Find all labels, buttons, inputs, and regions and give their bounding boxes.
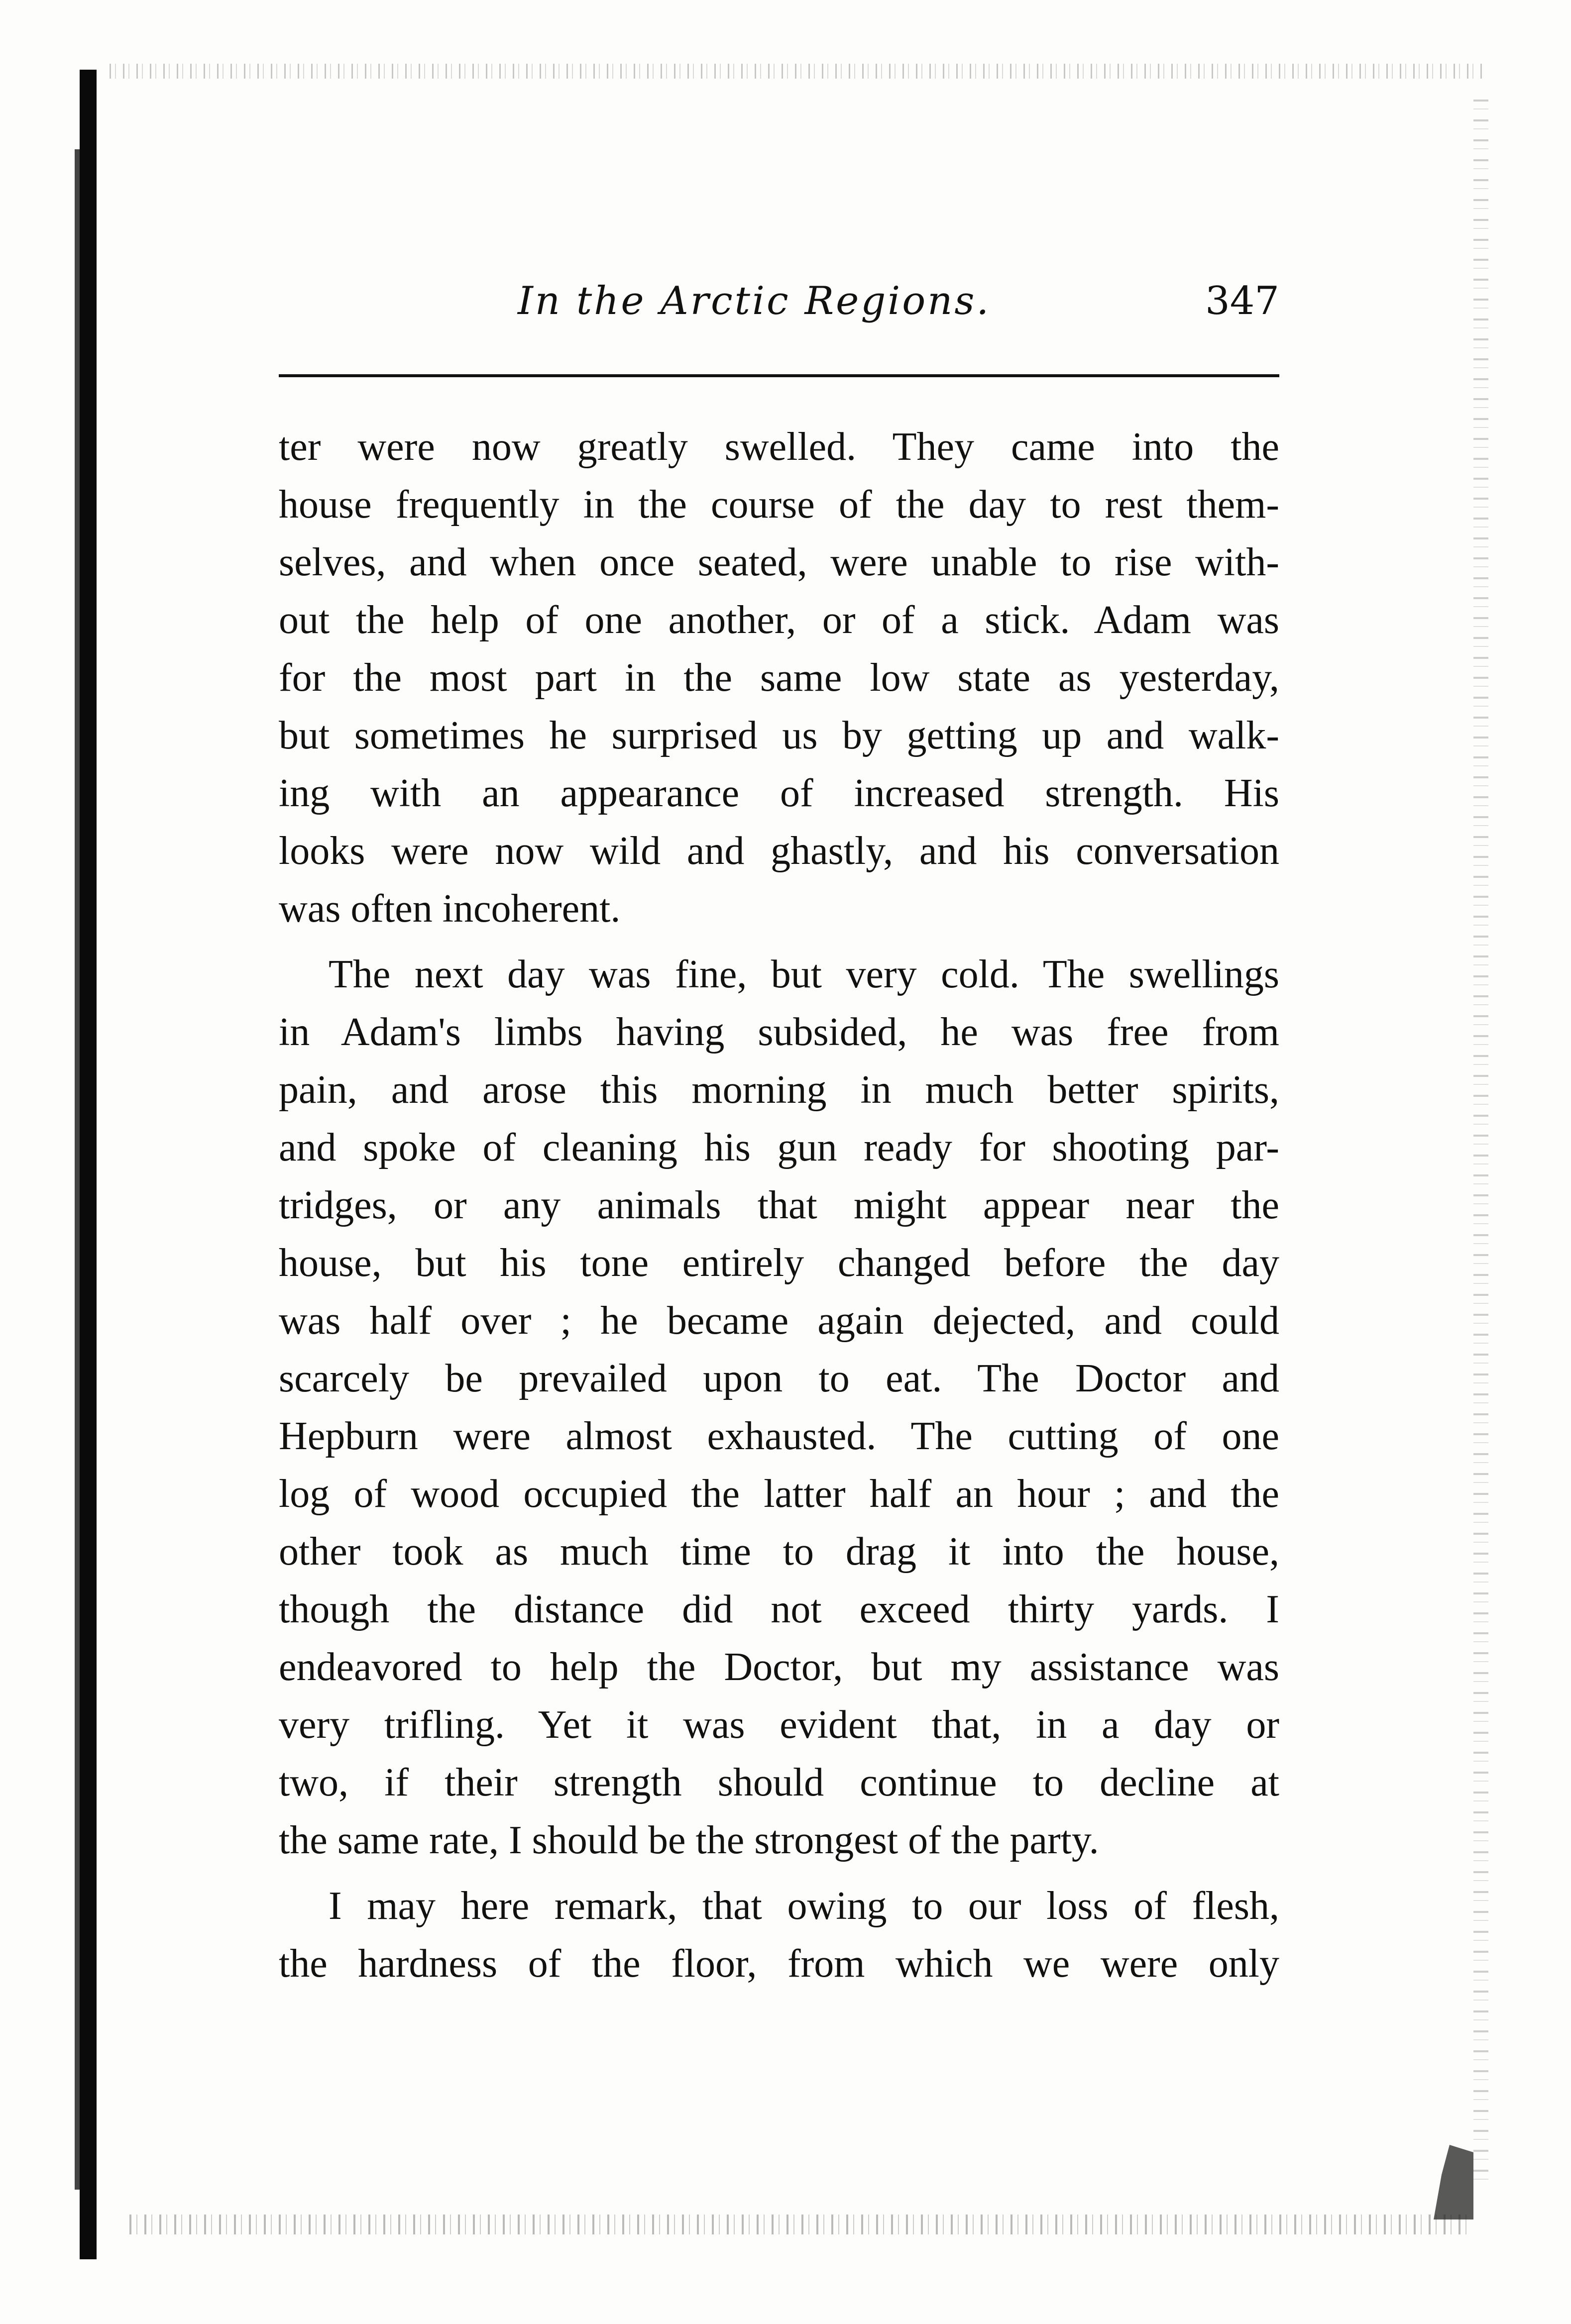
body-text — [279, 418, 1279, 1993]
paragraph — [279, 418, 1279, 938]
scan-noise-bottom — [129, 2215, 1473, 2234]
scan-shadow — [75, 149, 80, 2190]
ink-blot — [1434, 2145, 1473, 2219]
text-line: tridges, or any animals that might appear near the — [279, 1183, 1279, 1227]
text-line: was often incoherent. — [279, 887, 621, 931]
text-line: The next day was fine, but very cold. The swellings — [329, 952, 1279, 996]
text-line: endeavored to help the Doctor, but my assistance was — [279, 1645, 1279, 1689]
paragraph — [279, 1877, 1279, 1993]
header-rule — [279, 374, 1279, 377]
paragraph — [279, 946, 1279, 1869]
text-line: was half over ; he became again dejected, and could — [279, 1299, 1279, 1343]
scan-noise-top — [110, 64, 1483, 79]
text-line: the same rate, I should be the strongest of the party. — [279, 1818, 1099, 1862]
text-line: and spoke of cleaning his gun ready for shooting par- — [279, 1126, 1279, 1169]
text-line: out the help of one another, or of a stick. Adam was — [279, 598, 1279, 642]
running-title: In the Arctic Regions. — [518, 279, 991, 323]
text-line: other took as much time to drag it into the house, — [279, 1530, 1279, 1574]
text-line: looks were now wild and ghastly, and his conversation — [279, 829, 1279, 873]
text-line: though the distance did not exceed thirty yards. I — [279, 1587, 1279, 1631]
text-line: log of wood occupied the latter half an hour ; and the — [279, 1472, 1279, 1516]
text-line: house frequently in the course of the day to rest them- — [279, 483, 1279, 527]
text-line: ter were now greatly swelled. They came into the — [279, 425, 1279, 469]
text-line: Hepburn were almost exhausted. The cutting of one — [279, 1414, 1279, 1458]
text-line: pain, and arose this morning in much better spirits, — [279, 1068, 1279, 1112]
text-line: for the most part in the same low state as yesterday, — [279, 656, 1279, 700]
scan-noise-right — [1473, 100, 1488, 2190]
text-line: ing with an appearance of increased strength. His — [279, 771, 1279, 815]
text-line: house, but his tone entirely changed before the day — [279, 1241, 1279, 1285]
text-line: scarcely be prevailed upon to eat. The Doctor and — [279, 1357, 1279, 1400]
text-line: I may here remark, that owing to our loss of flesh, — [329, 1884, 1279, 1928]
text-line: but sometimes he surprised us by getting up and walk- — [279, 714, 1279, 757]
text-line: two, if their strength should continue to decline at — [279, 1761, 1279, 1804]
text-line: selves, and when once seated, were unable to rise with- — [279, 540, 1279, 584]
text-line: very trifling. Yet it was evident that, in a day or — [279, 1703, 1279, 1747]
text-line: the hardness of the floor, from which we were only — [279, 1942, 1279, 1986]
binding-edge — [80, 70, 97, 2259]
text-line: in Adam's limbs having subsided, he was free from — [279, 1010, 1279, 1054]
page-number: 347 — [1205, 279, 1279, 323]
